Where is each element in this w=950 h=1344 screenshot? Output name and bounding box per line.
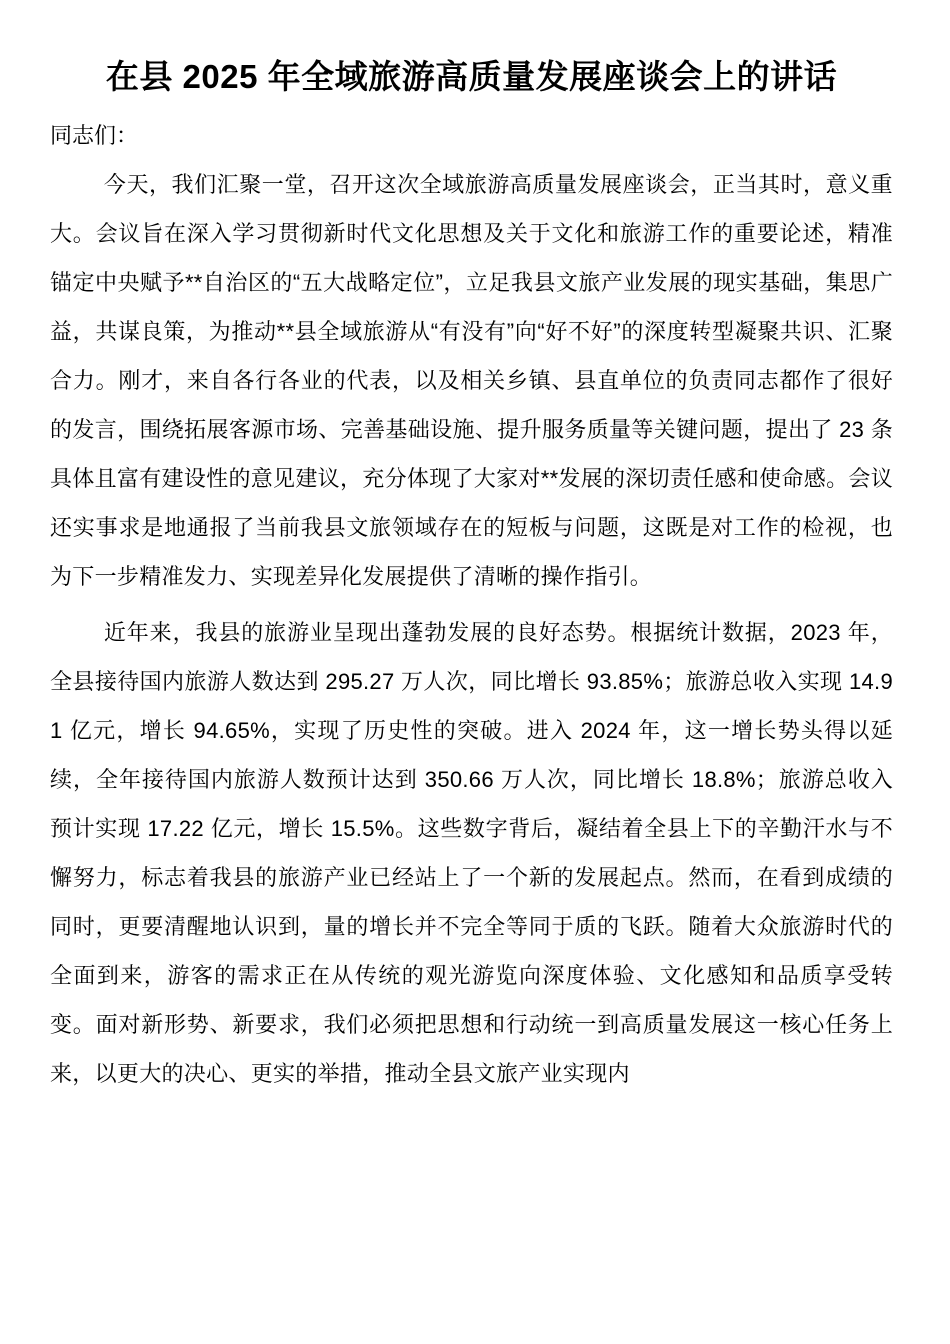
document-title: 在县 2025 年全域旅游高质量发展座谈会上的讲话 [105,58,838,95]
body-paragraph-1: 今天，我们汇聚一堂，召开这次全域旅游高质量发展座谈会，正当其时，意义重大。会议旨在深入学习贯彻新时代文化思想及关于文化和旅游工作的重要论述，精准锚定中央赋予**自治区的“五大战略定位”，立足我县文旅产业发展的现实基础，集思广益，共谋良策，为推动**县全域旅游从“有没有”向“好不好”的深度转型凝聚共识、汇聚合力。刚才，来自各行各业的代表，以及相关乡镇、县直单位的负责同志都作了很好的发言，围绕拓展客源市场、完善基础设施、提升服务质量等关键问题，提出了 23 条具体且富有建设性的意见建议，充分体现了大家对**发展的深切责任感和使命感。会议还实事求是地通报了当前我县文旅领域存在的短板与问题，这既是对工作的检视，也为下一步精准发力、实现差异化发展提供了清晰的操作指引。 [50,172,893,589]
salutation-line: 同志们： [50,123,139,148]
body-paragraph-2: 近年来，我县的旅游业呈现出蓬勃发展的良好态势。根据统计数据，2023 年，全县接待国内旅游人数达到 295.27 万人次，同比增长 93.85%；旅游总收入实现 14.91 亿元，增长 94.65%，实现了历史性的突破。进入 2024 年，这一增长势头得以延续，全年接待国内旅游人数预计达到 350.66 万人次，同比增长 18.8%；旅游总收入预计实现 17.22 亿元，增长 15.5%。这些数字背后，凝结着全县上下的辛勤汗水与不懈努力，标志着我县的旅游产业已经站上了一个新的发展起点。然而，在看到成绩的同时，更要清醒地认识到，量的增长并不完全等同于质的飞跃。随着大众旅游时代的全面到来，游客的需求正在从传统的观光游览向深度体验、文化感知和品质享受转变。面对新形势、新要求，我们必须把思想和行动统一到高质量发展这一核心任务上来，以更大的决心、更实的举措，推动全县文旅产业实现内 [50,620,893,1086]
